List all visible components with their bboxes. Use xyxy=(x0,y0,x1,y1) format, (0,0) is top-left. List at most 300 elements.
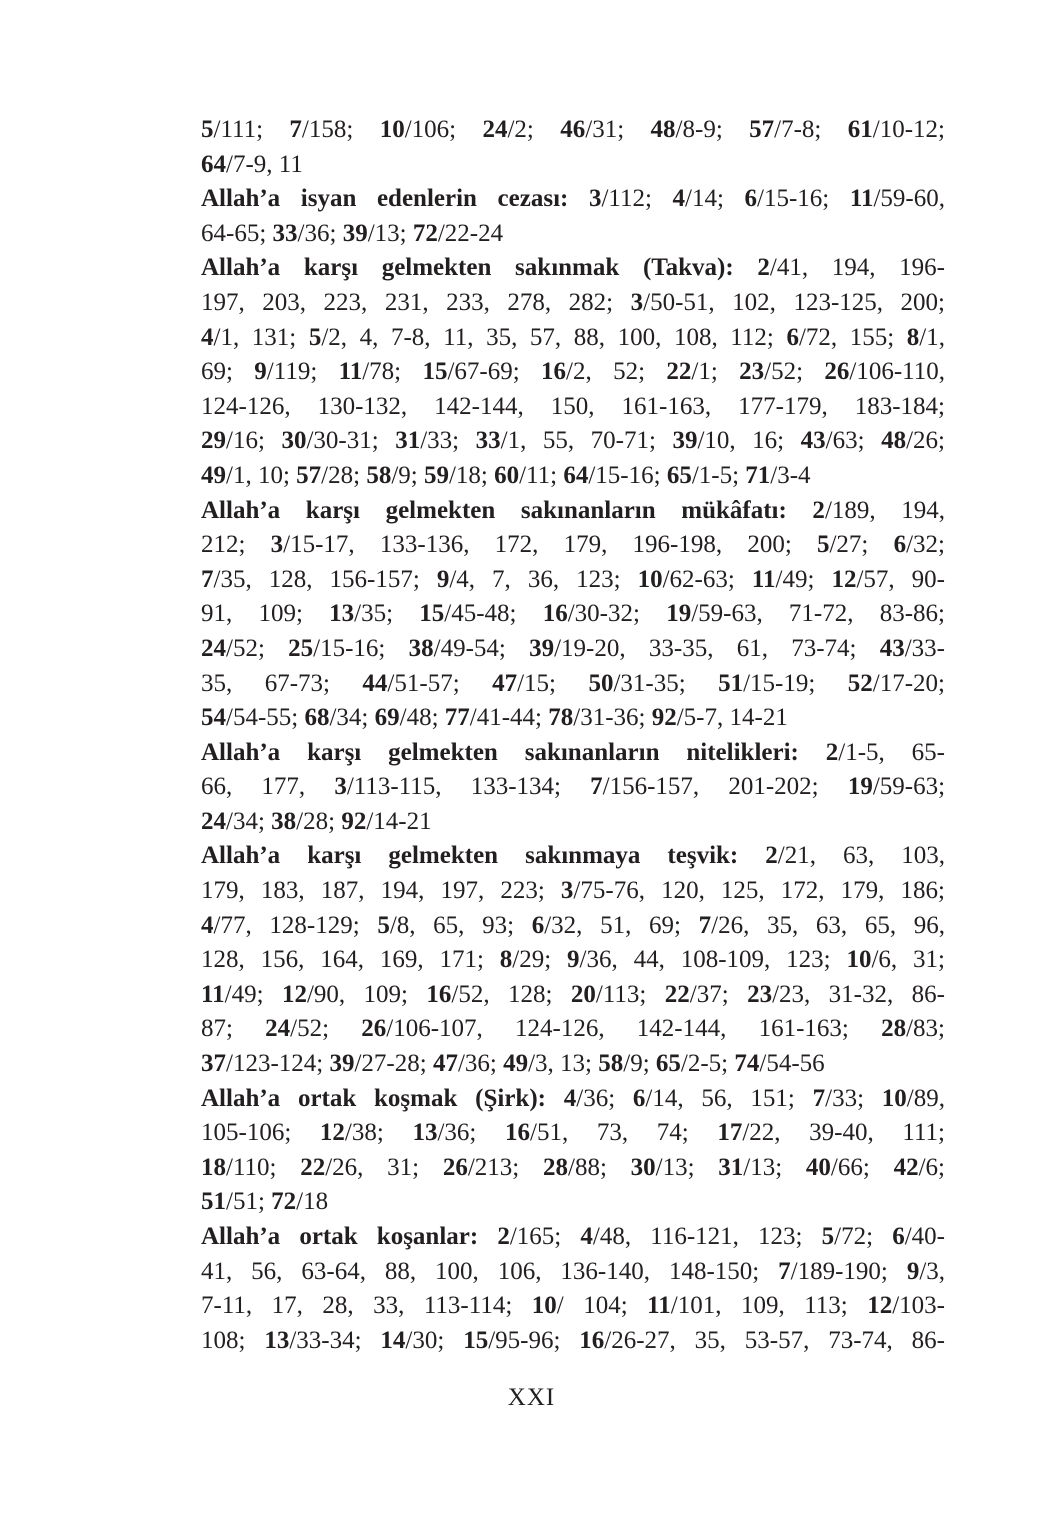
index-text-ref: /3, xyxy=(919,1257,946,1285)
index-text-ref: /34; xyxy=(329,704,375,732)
index-line xyxy=(201,1116,945,1151)
index-bold-ref: 25 xyxy=(288,634,314,662)
index-text-ref: /83; xyxy=(906,1015,945,1043)
index-bold-ref: 26 xyxy=(824,358,850,386)
index-text-ref: 124-126, 130-132, 142-144, 150, 161-163, 177-179, 183-184; xyxy=(201,392,945,420)
index-bold-ref: 57 xyxy=(296,461,322,489)
index-text-ref: /41, 194, 196- xyxy=(769,254,945,282)
index-text-ref: /63; xyxy=(825,427,882,455)
index-text-ref: /8, 65, 93; xyxy=(389,911,532,939)
index-line xyxy=(201,1082,945,1117)
index-text-ref: /9; xyxy=(623,1050,656,1078)
index-bold-ref: 19 xyxy=(847,773,873,801)
index-bold-ref: 54 xyxy=(201,704,226,732)
index-line xyxy=(201,632,945,667)
index-text-ref: /1, 10; xyxy=(226,461,297,489)
index-text-ref: /23, 31-32, 86- xyxy=(772,980,945,1008)
index-line xyxy=(201,528,945,563)
index-text-ref: /66; xyxy=(830,1153,894,1181)
index-text-ref: /48, 116-121, 123; xyxy=(592,1223,822,1250)
index-text-ref: /103- xyxy=(892,1292,945,1320)
index-text-ref: /123-124; xyxy=(226,1050,330,1078)
index-text-ref: /1, 131; xyxy=(213,323,309,351)
index-text-ref: /35; xyxy=(354,600,420,628)
index-text-ref: /62-63; xyxy=(662,565,752,593)
index-bold-ref: 4 xyxy=(580,1223,593,1250)
index-text-ref: /28; xyxy=(321,461,367,489)
index-line xyxy=(201,1047,945,1082)
index-text-ref: /5-7, 14-21 xyxy=(676,704,788,732)
index-bold-ref: 12 xyxy=(319,1119,345,1147)
index-text-ref: 41, 56, 63-64, 88, 100, 106, 136-140, 148-150; xyxy=(201,1257,779,1285)
index-line xyxy=(201,943,945,978)
index-bold-ref: 48 xyxy=(650,116,676,143)
index-bold-ref: 15 xyxy=(419,600,445,628)
index-text-ref: 108; xyxy=(201,1326,265,1354)
index-text-ref: /112; xyxy=(601,185,673,213)
index-line xyxy=(201,424,945,459)
index-bold-ref: 48 xyxy=(881,427,907,455)
index-text-ref: /17-20; xyxy=(872,669,945,697)
index-bold-ref: 59 xyxy=(423,461,449,489)
index-bold-ref: 30 xyxy=(281,427,307,455)
index-text-ref: /51, 73, 74; xyxy=(530,1119,718,1147)
index-text-ref: /75-76, 120, 125, 172, 179, 186; xyxy=(573,877,945,905)
index-text-ref: /15-17, 133-136, 172, 179, 196-198, 200; xyxy=(283,531,817,559)
index-bold-ref: 19 xyxy=(666,600,692,628)
index-text-ref: /28; xyxy=(296,807,342,835)
index-bold-ref: 13 xyxy=(329,600,355,628)
index-bold-ref: 68 xyxy=(304,704,330,732)
index-text-ref: /59-63, 71-72, 83-86; xyxy=(691,600,946,628)
index-bold-ref: 74 xyxy=(734,1050,760,1078)
index-bold-ref: 14 xyxy=(380,1326,406,1354)
index-bold-ref: Allah’a ortak koşanlar: 2 xyxy=(201,1223,510,1250)
index-bold-ref: 5 xyxy=(377,911,390,939)
index-bold-ref: 69 xyxy=(374,704,400,732)
index-line xyxy=(201,113,945,148)
index-text-ref: /1, 55, 70-71; xyxy=(500,427,673,455)
index-line xyxy=(201,909,945,944)
index-bold-ref: 5 xyxy=(201,116,214,143)
index-bold-ref: 13 xyxy=(264,1326,290,1354)
index-bold-ref: 38 xyxy=(271,807,297,835)
index-bold-ref: 16 xyxy=(542,600,568,628)
index-text-ref: /36, 44, 108-109, 123; xyxy=(579,946,847,974)
index-bold-ref: 39 xyxy=(329,1050,355,1078)
index-text-ref: /89, xyxy=(906,1084,945,1112)
index-bold-ref: 7 xyxy=(590,773,603,801)
index-bold-ref: 3 xyxy=(270,531,284,559)
index-bold-ref: 52 xyxy=(847,669,873,697)
index-text-ref: /90, 109; xyxy=(306,980,427,1008)
index-text-ref: /1, xyxy=(919,323,945,351)
index-text-ref: /77, 128-129; xyxy=(213,911,378,939)
index-line xyxy=(201,1220,945,1255)
index-text-ref: /7-9, 11 xyxy=(226,150,303,178)
index-text-ref: /72; xyxy=(834,1223,893,1250)
index-text-ref: /113-115, 133-134; xyxy=(346,773,591,801)
index-text-ref: 66, 177, xyxy=(201,773,335,801)
index-bold-ref: 64 xyxy=(201,150,226,178)
index-text-ref: /78; xyxy=(362,358,423,386)
index-text-ref: /189-190; xyxy=(790,1257,907,1285)
index-bold-ref: 58 xyxy=(598,1050,624,1078)
index-text-ref: /31-36; xyxy=(573,704,652,732)
index-text-ref: /15-19; xyxy=(743,669,848,697)
index-line xyxy=(201,494,945,529)
index-bold-ref: 58 xyxy=(366,461,392,489)
index-bold-ref: 6 xyxy=(531,911,545,939)
index-text-ref: /10, 16; xyxy=(697,427,801,455)
index-bold-ref: 16 xyxy=(541,358,567,386)
index-text-ref: /13; xyxy=(655,1153,719,1181)
index-text-ref: /18; xyxy=(448,461,495,489)
index-text-ref: /50-51, 102, 123-125, 200; xyxy=(643,288,945,316)
index-text-ref: /6, 31; xyxy=(871,946,945,974)
index-line xyxy=(201,251,945,286)
index-bold-ref: 9 xyxy=(436,565,450,593)
index-bold-ref: 11 xyxy=(849,185,874,213)
index-text-ref: /26; xyxy=(906,427,945,455)
index-line xyxy=(201,736,945,771)
index-bold-ref: 23 xyxy=(739,358,765,386)
index-text xyxy=(201,113,945,1358)
index-bold-ref: 46 xyxy=(560,116,586,143)
index-text-ref: /13; xyxy=(743,1153,806,1181)
index-bold-ref: 8 xyxy=(499,946,513,974)
index-bold-ref: 47 xyxy=(492,669,518,697)
index-text-ref: /6; xyxy=(918,1153,945,1181)
index-text-ref: /27-28; xyxy=(354,1050,433,1078)
index-text-ref: /119; xyxy=(266,358,339,386)
index-text-ref: /14, 56, 151; xyxy=(645,1084,813,1112)
index-text-ref: /36; xyxy=(437,1119,506,1147)
index-bold-ref: 9 xyxy=(254,358,267,386)
index-text-ref: /16; xyxy=(226,427,282,455)
index-text-ref: /34; xyxy=(226,807,272,835)
index-text-ref: 87; xyxy=(201,1015,266,1043)
index-line xyxy=(201,839,945,874)
index-bold-ref: 92 xyxy=(651,704,677,732)
index-bold-ref: Allah’a karşı gelmekten sakınanların mükâfatı: 2 xyxy=(201,496,825,524)
index-bold-ref: 31 xyxy=(718,1153,744,1181)
index-text-ref: /156-157, 201-202; xyxy=(602,773,848,801)
index-bold-ref: 11 xyxy=(201,980,225,1008)
index-bold-ref: 47 xyxy=(432,1050,458,1078)
index-bold-ref: 77 xyxy=(444,704,470,732)
index-bold-ref: Allah’a isyan edenlerin cezası: 3 xyxy=(201,185,602,213)
index-bold-ref: 37 xyxy=(201,1050,226,1078)
index-text-ref: /26, 31; xyxy=(325,1153,443,1181)
index-bold-ref: 7 xyxy=(778,1257,791,1285)
index-text-ref: 197, 203, 223, 231, 233, 278, 282; xyxy=(201,288,631,316)
index-bold-ref: 39 xyxy=(529,634,555,662)
index-text-ref: /213; xyxy=(467,1153,543,1181)
index-text-ref: /15; xyxy=(517,669,589,697)
index-bold-ref: 4 xyxy=(201,911,214,939)
index-text-ref: 35, 67-73; xyxy=(201,669,363,697)
index-text-ref: /2, 52; xyxy=(566,358,667,386)
index-bold-ref: 6 xyxy=(632,1084,646,1112)
index-bold-ref: 51 xyxy=(201,1188,226,1216)
index-bold-ref: 3 xyxy=(630,288,644,316)
index-text-ref: /15-16; xyxy=(757,185,850,213)
index-bold-ref: Allah’a ortak koşmak (Şirk): 4 xyxy=(201,1084,577,1112)
index-bold-ref: 39 xyxy=(672,427,698,455)
index-text-ref: /52; xyxy=(290,1015,362,1043)
index-text-ref: 7-11, 17, 28, 33, 113-114; xyxy=(201,1292,532,1320)
index-bold-ref: 24 xyxy=(201,807,226,835)
index-text-ref: /15-16; xyxy=(313,634,409,662)
index-text-ref: /27; xyxy=(829,531,894,559)
index-text-ref: 128, 156, 164, 169, 171; xyxy=(201,946,500,974)
index-line xyxy=(201,805,945,840)
index-text-ref: /52; xyxy=(226,634,289,662)
index-line xyxy=(201,1324,945,1359)
index-bold-ref: 64 xyxy=(563,461,589,489)
index-line xyxy=(201,355,945,390)
index-bold-ref: 10 xyxy=(531,1292,557,1320)
index-bold-ref: 72 xyxy=(271,1188,297,1216)
index-text-ref: / 104; xyxy=(556,1292,648,1320)
index-bold-ref: 50 xyxy=(588,669,614,697)
index-text-ref: /52, 128; xyxy=(451,980,571,1008)
index-text-ref: /113; xyxy=(595,980,665,1008)
index-line xyxy=(201,701,945,736)
index-bold-ref: 5 xyxy=(308,323,322,351)
index-text-ref: /22, 39-40, 111; xyxy=(742,1119,945,1147)
index-line xyxy=(201,459,945,494)
index-bold-ref: 9 xyxy=(567,946,580,974)
index-bold-ref: 22 xyxy=(300,1153,326,1181)
index-bold-ref: 61 xyxy=(847,116,873,143)
index-bold-ref: 78 xyxy=(548,704,574,732)
index-bold-ref: 92 xyxy=(341,807,367,835)
index-bold-ref: 7 xyxy=(289,116,302,143)
index-text-ref: /31-35; xyxy=(613,669,719,697)
index-bold-ref: 60 xyxy=(494,461,520,489)
index-text-ref: /51; xyxy=(226,1188,272,1216)
index-text-ref: /26, 35, 63, 65, 96, xyxy=(711,911,945,939)
index-bold-ref: 65 xyxy=(655,1050,681,1078)
index-line xyxy=(201,597,945,632)
index-bold-ref: 43 xyxy=(800,427,826,455)
index-bold-ref: 16 xyxy=(426,980,452,1008)
index-bold-ref: 7 xyxy=(698,911,712,939)
index-text-ref: 64-65; xyxy=(201,219,273,247)
index-line xyxy=(201,978,945,1013)
index-text-ref: /3-4 xyxy=(770,461,811,489)
index-bold-ref: Allah’a karşı gelmekten sakınmak (Takva): 2 xyxy=(201,254,770,282)
index-bold-ref: 16 xyxy=(505,1119,531,1147)
index-bold-ref: Allah’a karşı gelmekten sakınmaya teşvik: 2 xyxy=(201,842,778,870)
index-bold-ref: 49 xyxy=(503,1050,529,1078)
index-text-ref: /33- xyxy=(904,634,945,662)
index-bold-ref: 9 xyxy=(906,1257,920,1285)
index-bold-ref: 10 xyxy=(637,565,663,593)
index-text-ref: /49-54; xyxy=(433,634,530,662)
index-bold-ref: 11 xyxy=(338,358,363,386)
index-line xyxy=(201,1255,945,1290)
index-text-ref: /36; xyxy=(457,1050,504,1078)
index-text-ref: /95-96; xyxy=(488,1326,580,1354)
index-text-ref: /21, 63, 103, xyxy=(777,842,945,870)
index-bold-ref: 3 xyxy=(334,773,347,801)
index-bold-ref: 43 xyxy=(879,634,905,662)
index-text-ref: /30; xyxy=(405,1326,464,1354)
index-bold-ref: 3 xyxy=(560,877,574,905)
index-bold-ref: 24 xyxy=(482,116,508,143)
index-bold-ref: 16 xyxy=(579,1326,605,1354)
index-text-ref: /4, 7, 36, 123; xyxy=(449,565,638,593)
index-text-ref: /88; xyxy=(568,1153,631,1181)
index-text-ref: /37; xyxy=(689,980,748,1008)
index-text-ref: /49; xyxy=(224,980,282,1008)
index-text-ref: /7-8; xyxy=(774,116,848,143)
index-text-ref: /106-107, 124-126, 142-144, 161-163; xyxy=(386,1015,882,1043)
index-text-ref: /1; xyxy=(691,358,740,386)
index-text-ref: /189, 194, xyxy=(824,496,945,524)
index-bold-ref: 8 xyxy=(906,323,920,351)
index-bold-ref: 51 xyxy=(718,669,744,697)
index-bold-ref: 11 xyxy=(751,565,776,593)
index-bold-ref: 40 xyxy=(805,1153,831,1181)
index-text-ref: /52; xyxy=(764,358,825,386)
index-text-ref: 105-106; xyxy=(201,1119,320,1147)
index-bold-ref: 6 xyxy=(744,185,758,213)
index-text-ref: /106; xyxy=(404,116,483,143)
index-bold-ref: 4 xyxy=(201,323,214,351)
index-text-ref: /15-16; xyxy=(588,461,667,489)
index-line xyxy=(201,770,945,805)
index-bold-ref: 49 xyxy=(201,461,226,489)
index-text-ref: /10-12; xyxy=(872,116,945,143)
index-bold-ref: 13 xyxy=(412,1119,438,1147)
index-text-ref: 69; xyxy=(201,358,255,386)
index-bold-ref: 18 xyxy=(201,1153,226,1181)
index-text-ref: /32; xyxy=(906,531,945,559)
index-bold-ref: 30 xyxy=(630,1153,656,1181)
index-text-ref: /18 xyxy=(296,1188,329,1216)
index-bold-ref: 31 xyxy=(395,427,421,455)
index-text-ref: /35, 128, 156-157; xyxy=(213,565,437,593)
index-bold-ref: 10 xyxy=(846,946,872,974)
index-line xyxy=(201,1151,945,1186)
index-line xyxy=(201,182,945,217)
index-text-ref: /2; xyxy=(507,116,561,143)
index-text-ref: /2, 4, 7-8, 11, 35, 57, 88, 100, 108, 112; xyxy=(321,323,787,351)
index-bold-ref: 38 xyxy=(408,634,434,662)
page-number: XXI xyxy=(507,1384,556,1411)
index-line xyxy=(201,874,945,909)
index-line xyxy=(201,321,945,356)
index-text-ref: /106-110, xyxy=(849,358,945,386)
index-bold-ref: 6 xyxy=(892,1223,905,1250)
index-bold-ref: 5 xyxy=(816,531,830,559)
index-bold-ref: 65 xyxy=(666,461,692,489)
index-text-ref: /111; xyxy=(213,116,290,143)
index-line xyxy=(201,1012,945,1047)
index-text-ref: /1-5; xyxy=(691,461,746,489)
index-text-ref: 212; xyxy=(201,531,271,559)
index-line xyxy=(201,286,945,321)
index-bold-ref: 10 xyxy=(881,1084,907,1112)
index-text-ref: /30-31; xyxy=(306,427,396,455)
index-text-ref: /67-69; xyxy=(447,358,542,386)
index-text-ref: /110; xyxy=(226,1153,301,1181)
index-line xyxy=(201,1289,945,1324)
index-bold-ref: 33 xyxy=(272,219,298,247)
index-bold-ref: 5 xyxy=(821,1223,835,1250)
index-bold-ref: 44 xyxy=(362,669,388,697)
index-bold-ref: 12 xyxy=(867,1292,893,1320)
index-bold-ref: 10 xyxy=(379,116,405,143)
index-line xyxy=(201,563,945,598)
index-bold-ref: 71 xyxy=(745,461,771,489)
index-text-ref: /14-21 xyxy=(366,807,432,835)
index-text-ref: /1-5, 65- xyxy=(838,738,945,766)
index-text-ref: /59-60, xyxy=(873,185,946,213)
index-text-ref: /101, 109, 113; xyxy=(670,1292,868,1320)
index-bold-ref: 11 xyxy=(647,1292,671,1320)
index-bold-ref: 15 xyxy=(463,1326,489,1354)
index-text-ref: /57, 90- xyxy=(856,565,945,593)
index-text-ref: /165; xyxy=(509,1223,581,1250)
index-text-ref: /14; xyxy=(685,185,745,213)
index-text-ref: /11; xyxy=(519,461,564,489)
index-bold-ref: 72 xyxy=(412,219,438,247)
index-text-ref: /72, 155; xyxy=(798,323,907,351)
index-text-ref: /29; xyxy=(512,946,568,974)
index-bold-ref: 26 xyxy=(442,1153,468,1181)
index-bold-ref: 7 xyxy=(812,1084,826,1112)
index-bold-ref: 42 xyxy=(893,1153,919,1181)
index-text-ref: /22-24 xyxy=(437,219,504,247)
index-text-ref: /45-48; xyxy=(444,600,543,628)
index-line xyxy=(201,217,945,252)
index-bold-ref: 57 xyxy=(749,116,775,143)
index-text-ref: /59-63; xyxy=(872,773,946,801)
index-bold-ref: 28 xyxy=(543,1153,568,1181)
index-text-ref: /33; xyxy=(825,1084,882,1112)
index-text-ref: /9; xyxy=(391,461,424,489)
index-bold-ref: 22 xyxy=(666,358,692,386)
index-bold-ref: 24 xyxy=(201,634,226,662)
index-text-ref: /19-20, 33-35, 61, 73-74; xyxy=(554,634,880,662)
index-text-ref: /2-5; xyxy=(680,1050,735,1078)
index-text-ref: /33-34; xyxy=(289,1326,381,1354)
index-bold-ref: 6 xyxy=(893,531,907,559)
index-line xyxy=(201,667,945,702)
index-text-ref: /8-9; xyxy=(675,116,750,143)
index-bold-ref: 15 xyxy=(422,358,448,386)
index-bold-ref: 33 xyxy=(475,427,501,455)
index-text-ref: /30-32; xyxy=(567,600,667,628)
index-bold-ref: 22 xyxy=(664,980,690,1008)
index-text-ref: /13; xyxy=(367,219,413,247)
index-text-ref: /54-56 xyxy=(759,1050,825,1078)
index-bold-ref: 23 xyxy=(747,980,773,1008)
index-text-ref: /36; xyxy=(576,1084,633,1112)
index-bold-ref: 7 xyxy=(201,565,214,593)
index-bold-ref: 4 xyxy=(672,185,686,213)
index-text-ref: /48; xyxy=(399,704,445,732)
index-text-ref: /3, 13; xyxy=(528,1050,599,1078)
index-text-ref: /54-55; xyxy=(226,704,305,732)
index-bold-ref: 26 xyxy=(361,1015,387,1043)
index-bold-ref: Allah’a karşı gelmekten sakınanların nitelikleri: 2 xyxy=(201,738,839,766)
